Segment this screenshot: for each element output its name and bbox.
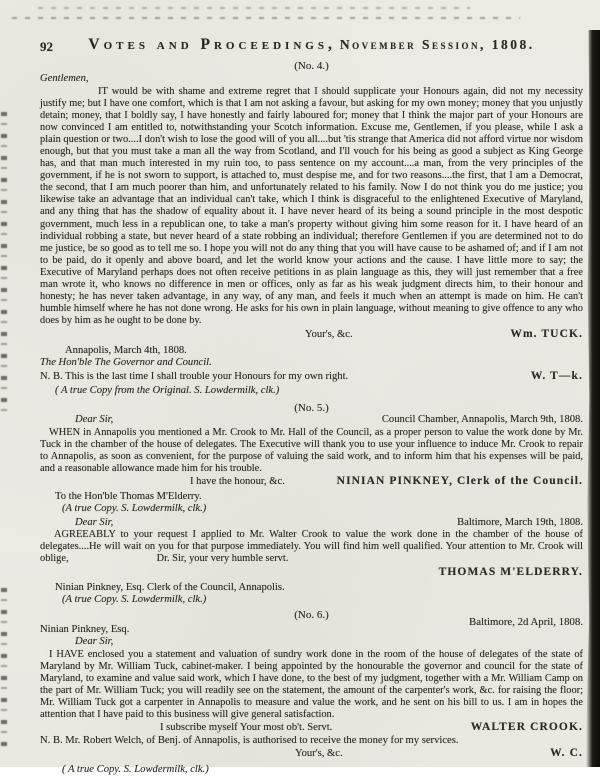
letter-postscript-row bbox=[40, 370, 583, 384]
letter-body bbox=[40, 529, 583, 565]
scan-noise-top bbox=[12, 17, 520, 19]
page-content bbox=[40, 36, 583, 776]
postscript-signature: W. C. bbox=[550, 747, 583, 760]
letter-closing: Dr. Sir, your very humble servt. bbox=[156, 553, 289, 565]
letter-addressee: Ninian Pinkney, Esq. Clerk of the Council, Annapolis. bbox=[55, 581, 285, 593]
masthead-title-main: Votes and Proceedings, bbox=[88, 36, 336, 53]
letter-body: I HAVE enclosed you a statement and valuation of sundry work done in the room of the house of delegates of the state of Maryland by Mr. William Tuck, cabinet-maker. I being appointed by the honourable the governor and council for the state of Maryland, to examine and value said work, which I have done, to the best of my judgment, together with a Mr. William Camp on the part of Mr. William Tuck; you will readily see on the statement, the amount of the carpenter's work, &c. for raising the floor; Mr. William Tuck got a carpenter in Annapolis to measure and value the work, and he sent on his bill to us. I am in hopes the attention that I have paid to this business will give general satisfaction. bbox=[40, 648, 583, 720]
letter-salutation: Gentlemen, bbox=[40, 73, 89, 84]
letter-dateline: Annapolis, March 4th, 1808. bbox=[65, 344, 187, 356]
letter-signature: WALTER CROOK. bbox=[470, 721, 583, 734]
letter-signature: Wm. TUCK. bbox=[510, 328, 583, 341]
copy-attestation: (A true Copy. S. Lowdermilk, clk.) bbox=[62, 594, 207, 605]
letter5-number-label: (No. 5.) bbox=[294, 402, 329, 415]
letter-body: WHEN in Annapolis you mentioned a Mr. Crook to Mr. Hall of the Council, as a proper person to value the work done by Mr. Tuck in the chamber of the house of delegates. The Executive will thank you to use your influence to induce Mr. Crook to repair to Annapolis, as soon as convenient, for the purpose of valuing the said work, and to inform him that his expenses will be paid, and a reasonable allowance made him for his trouble. bbox=[40, 426, 583, 474]
letter-dateline: Baltimore, March 19th, 1808. bbox=[457, 516, 583, 528]
letter-closing-row bbox=[40, 475, 583, 489]
scan-noise-left-edge bbox=[1, 112, 7, 412]
letter-closing: I have the honour, &c. bbox=[190, 476, 285, 488]
salutation-dateline-row bbox=[40, 517, 583, 530]
postscript-signature: W. T—k. bbox=[530, 369, 583, 382]
masthead-title bbox=[40, 36, 583, 54]
letter-dateline: Baltimore, 2d April, 1808. bbox=[469, 615, 583, 628]
book-gutter-shadow bbox=[586, 30, 600, 767]
letter-signature: THOMAS M'ELDERRY. bbox=[438, 565, 583, 578]
scan-noise-top bbox=[38, 7, 470, 9]
letter-addressee: To the Hon'ble Thomas M'Elderry. bbox=[55, 490, 202, 502]
letter-postscript: N. B. Mr. Robert Welch, of Benj. of Annapolis, is authorised to receive the money for my services. bbox=[40, 734, 459, 746]
running-head bbox=[40, 36, 583, 56]
letter6-number-label: (No. 6.) bbox=[294, 608, 329, 621]
letter-closing: I subscribe myself Your most ob't. Servt. bbox=[160, 722, 333, 734]
letter-closing: Your's, &c. bbox=[305, 329, 353, 341]
salutation-dateline-row bbox=[40, 414, 583, 427]
postscript-closing-row bbox=[40, 747, 583, 761]
page-number: 92 bbox=[40, 39, 53, 54]
copy-attestation: (A true Copy. S. Lowdermilk, clk.) bbox=[62, 503, 207, 515]
letter-body-text: AGREEABLY to your request I applied to Mr. Walter Crook to value the work done in the chamber of the house of delegates....He will wait on you for that purpose immediately. You will find him well qualified. Your attention to Mr. Crook will oblige, bbox=[40, 529, 583, 565]
letter6-header-row bbox=[40, 608, 583, 628]
letter-body: IT would be with shame and extreme regret that I should supplicate your Honours again, did not my necessity justify me; but I have one comfort, which is that I am not asking a favour, but asking for my own money; money that you unjustly detain; money, that I boldly say, I have honestly and fairly laboured for; money that I think the major part of your Honours are now convinced I am entitled to, notwithstanding your Scotch information. Excuse me, Gentlemen, if you please, while I ask a plain question or two....I don't wish to lose the good will of you all....but 'tis strange that America did not afford virtue nor wisdom enough, but that you must take a man all the way from Scotland, and I'll vouch for his being as good a subject as King George has, and that man much interested in my ruin too, to pass sentence on my account....a man, from the very principles of the government, if he is not sworn to support, is attached to, must despise me, and for two reasons....the first, that I am a Democrat, the second, that I am much poorer than him, and unfortunately related to his family. Now I do not think you do me justice; you likewise take an advantage that an individual can't take, which I think is disgraceful to the enlightened Executive of Maryland, and any thing that has the shadow of equality about it. I have never heard of its being a sound principle in the most despotic government, much less in a republican one, to take a man's property without giving him some reason for it. I have heard of an individual robbing a state, but never heard of a state robbing an individual; therefore Gentlemen if you are determined not to do me justice, be so good as to tell me so. I hope you will not do any thing that you will have cause to be ashamed of; and if I am not to be paid, do it openly and above board, and let the world know your actions and the cause. I have little more to say; the Executive of Maryland perhaps does not often receive petitions in as plain language as this, they will just remember that a free man wrote it, who knows no difference in men or offices, only as far as his weak judgment directs him, to their honour and honesty; he has never taken advantage, in any way, of any man, and feels it much when an attempt is made on him. He can't humble himself where he has not done wrong. He asks for his own in plain language, without meaning to give offence to any who does by him as he ought to be done by. bbox=[40, 85, 583, 327]
letter-salutation: Dear Sir, bbox=[75, 414, 114, 426]
letter-addressee: The Hon'ble The Governor and Council. bbox=[40, 357, 212, 369]
letter-closing: Your's, &c. bbox=[295, 748, 343, 760]
letter-salutation: Dear Sir, bbox=[75, 636, 114, 647]
letter-dateline: Council Chamber, Annapolis, March 9th, 1808. bbox=[381, 414, 583, 426]
scan-noise-left-edge bbox=[1, 588, 7, 753]
copy-attestation: ( A true Copy from the Original. S. Lowdermilk, clk.) bbox=[55, 384, 280, 396]
letter-salutation: Dear Sir, bbox=[75, 516, 114, 528]
letter4-number-label: (No. 4.) bbox=[294, 60, 329, 72]
masthead-session: November Session, 1808. bbox=[339, 37, 535, 52]
letter-closing-row bbox=[40, 721, 583, 735]
letter-addressee: Ninian Pinkney, Esq. bbox=[40, 623, 130, 635]
copy-attestation: ( A true Copy. S. Lowdermilk, clk.) bbox=[62, 763, 209, 775]
letter-postscript: N. B. This is the last time I shall trouble your Honours for my own right. bbox=[40, 370, 349, 382]
letter-closing-row bbox=[40, 328, 583, 342]
letter-signature: NINIAN PINKNEY, Clerk of the Council. bbox=[336, 475, 583, 488]
